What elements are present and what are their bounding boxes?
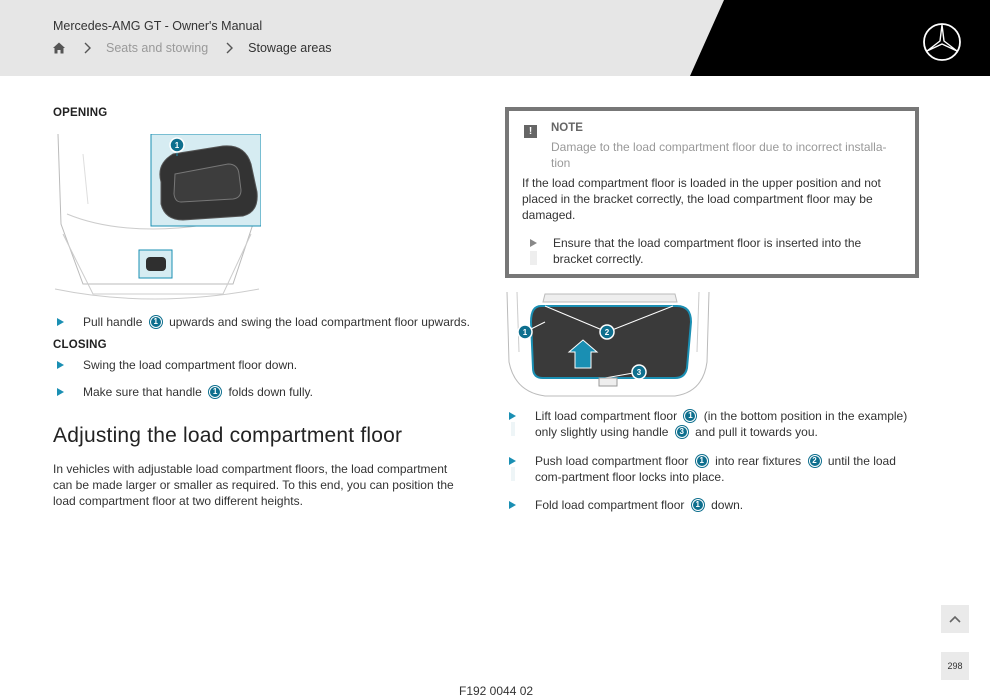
trunk-handle-illustration — [53, 134, 261, 304]
step-arrow-icon — [509, 501, 516, 509]
opening-heading: OPENING — [53, 107, 108, 119]
step-arrow-icon — [57, 388, 64, 396]
callout-badge: 1 — [684, 410, 696, 422]
adjust-step-2: Push load compartment floor 1 into rear fixtures 2 until the load com-partment floor locks into place. — [505, 453, 920, 485]
callout-badge: 1 — [209, 386, 221, 398]
closing-step-2: Make sure that handle 1 folds down fully. — [53, 384, 473, 400]
note-title: NOTE — [551, 122, 583, 134]
chevron-up-icon — [948, 614, 962, 624]
step-arrow-icon — [509, 457, 516, 465]
mercedes-star-logo[interactable] — [922, 22, 962, 62]
note-body: If the load compartment floor is loaded in the upper position and not placed in the bracket correctly, the load compartment floor may be damaged. — [522, 176, 881, 222]
closing-heading: CLOSING — [53, 339, 107, 351]
manual-title: Mercedes-AMG GT - Owner's Manual — [53, 19, 263, 33]
step-bar — [530, 251, 537, 265]
illustration-callout-1: 1 — [174, 141, 180, 150]
adjust-step-3: Fold load compartment floor 1 down. — [505, 497, 920, 513]
step-arrow-icon — [530, 239, 537, 247]
warning-icon: ! — [524, 125, 537, 138]
scroll-to-top-button[interactable] — [941, 605, 969, 633]
illustration-callout-2: 2 — [604, 328, 610, 337]
callout-badge: 1 — [692, 499, 704, 511]
step-arrow-icon — [57, 361, 64, 369]
home-icon[interactable] — [52, 41, 66, 55]
callout-badge: 3 — [676, 426, 688, 438]
callout-badge: 1 — [150, 316, 162, 328]
closing-step-1: Swing the load compartment floor down. — [53, 357, 473, 373]
chevron-right-icon — [225, 41, 235, 55]
section-paragraph: In vehicles with adjustable load compartment floors, the load compartment can be made larger or smaller as required. To this end, you can position the load compartment floor at two different heights. — [53, 462, 454, 508]
chevron-right-icon — [83, 41, 93, 55]
illustration-callout-3: 3 — [636, 368, 642, 377]
breadcrumb-stowage-areas: Stowage areas — [248, 41, 332, 55]
callout-badge: 1 — [696, 455, 708, 467]
figure-caption: F192 0044 02 — [459, 684, 534, 698]
adjust-step-1: Lift load compartment floor 1 (in the bottom position in the example) only slightly using handle 3 and pull it towards you. — [505, 408, 920, 440]
breadcrumb-seats-and-stowing[interactable]: Seats and stowing — [106, 41, 209, 55]
header-bar — [0, 0, 990, 76]
note-box — [505, 107, 919, 278]
step-arrow-icon — [509, 412, 516, 420]
note-step: Ensure that the load compartment floor is inserted into the bracket correctly. — [522, 235, 902, 267]
step-arrow-icon — [57, 318, 64, 326]
note-subtitle: Damage to the load compartment floor due to incorrect installa- tion — [551, 140, 887, 170]
opening-step-1: Pull handle 1 upwards and swing the load compartment floor upwards. — [53, 314, 473, 330]
page-number: 298 — [941, 652, 969, 680]
breadcrumb — [52, 41, 332, 55]
illustration-callout-1: 1 — [522, 328, 528, 337]
trunk-floor-illustration — [505, 292, 711, 398]
section-title: Adjusting the load compartment floor — [53, 424, 403, 447]
callout-badge: 2 — [809, 455, 821, 467]
